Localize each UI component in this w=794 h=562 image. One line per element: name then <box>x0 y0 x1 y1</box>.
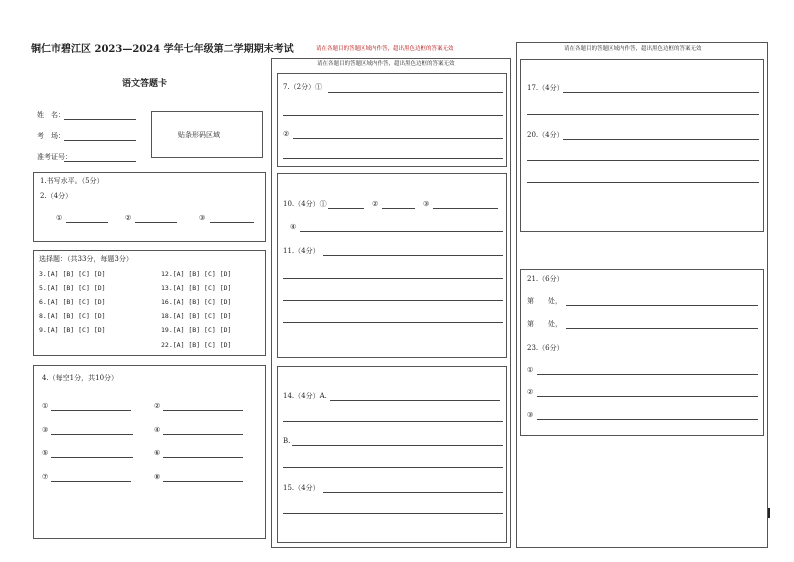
q11-field-2[interactable] <box>283 278 503 279</box>
mcq-header: 选择题：（共33分，每题3分） <box>39 255 133 263</box>
q17-field-1[interactable] <box>563 92 759 93</box>
q14-label: 14.（4分）A. <box>283 392 327 400</box>
q4-mark-5: ⑤ <box>42 449 49 457</box>
mcq-row[interactable]: 6.[A] [B] [C] [D] <box>39 298 106 306</box>
middle-column <box>271 58 511 548</box>
q4-label: 4.（每空1分，共10分） <box>42 374 119 382</box>
q21-field-1[interactable] <box>566 305 758 306</box>
q7-field-2b[interactable] <box>283 158 503 159</box>
q4-field-2[interactable] <box>163 410 243 411</box>
q4-mark-6: ⑥ <box>154 449 161 457</box>
q10-field-3[interactable] <box>433 208 498 209</box>
q10-field-2[interactable] <box>382 208 415 209</box>
q14-q15-box <box>277 366 507 543</box>
room-label: 考 场： <box>37 132 65 140</box>
q20-label: 20.（4分） <box>527 131 564 139</box>
q17-q20-box <box>520 59 764 232</box>
barcode-area <box>151 111 263 158</box>
q10-mark-4: ④ <box>290 223 297 231</box>
q10-field-4[interactable] <box>300 231 503 232</box>
q20-field-2[interactable] <box>527 160 759 161</box>
q7-label: 7.（2分）① <box>283 83 323 91</box>
q7-box <box>277 73 507 167</box>
q21-slot-2-label: 第 处， <box>527 320 562 328</box>
mcq-row[interactable]: 19.[A] [B] [C] [D] <box>161 326 232 334</box>
q4-field-5[interactable] <box>51 457 133 458</box>
q4-field-7[interactable] <box>51 481 131 482</box>
top-notice: 请在各题目的答题区域内作答，超出黑色边框的答案无效 <box>316 46 454 52</box>
q4-mark-4: ④ <box>154 426 161 434</box>
q20-field-3[interactable] <box>527 182 759 183</box>
q7-mark-2: ② <box>283 130 290 138</box>
answer-sheet-title: 语文答题卡 <box>122 79 168 89</box>
q21-field-2[interactable] <box>566 328 758 329</box>
q2-mark-3: ③ <box>199 214 206 222</box>
q14-field-b2[interactable] <box>283 467 503 468</box>
q7-field-2[interactable] <box>293 138 503 139</box>
q23-mark-2: ② <box>527 388 534 396</box>
q2-mark-1: ① <box>56 214 63 222</box>
q11-field-1[interactable] <box>323 255 503 256</box>
q15-field-1[interactable] <box>323 492 503 493</box>
q23-field-1[interactable] <box>537 374 758 375</box>
q11-field-3[interactable] <box>283 300 503 301</box>
q11-field-4[interactable] <box>283 322 503 323</box>
q21-label: 21.（6分） <box>527 275 564 283</box>
exam-title: 铜仁市碧江区 2023—2024 学年七年级第二学期期末考试 <box>31 44 294 55</box>
q23-label: 23.（6分） <box>527 344 564 352</box>
mcq-row[interactable]: 13.[A] [B] [C] [D] <box>161 284 232 292</box>
mcq-row[interactable]: 16.[A] [B] [C] [D] <box>161 298 232 306</box>
q2-field-2[interactable] <box>135 222 177 223</box>
q21-q23-box <box>520 269 764 436</box>
right-notice: 请在各题目的答题区域内作答，超出黑色边框的答案无效 <box>564 46 702 52</box>
q4-field-3[interactable] <box>51 434 133 435</box>
q4-mark-3: ③ <box>42 426 49 434</box>
section-q4 <box>33 365 266 539</box>
q7-field-1b[interactable] <box>283 115 503 116</box>
q10-q11-box <box>277 173 507 358</box>
q4-field-6[interactable] <box>163 457 243 458</box>
q2-label: 2.（4分） <box>40 192 73 200</box>
q7-field-1[interactable] <box>328 92 503 93</box>
q23-field-2[interactable] <box>537 396 758 397</box>
q10-mark-2: ② <box>372 200 379 208</box>
mcq-row[interactable]: 18.[A] [B] [C] [D] <box>161 312 232 320</box>
q14-field-b[interactable] <box>292 445 503 446</box>
q4-mark-2: ② <box>154 402 161 410</box>
mcq-section <box>33 250 266 356</box>
column-notice: 请在各题目的答题区域内作答，超出黑色边框的答案无效 <box>317 61 455 67</box>
q4-field-4[interactable] <box>163 434 243 435</box>
q4-mark-7: ⑦ <box>42 473 49 481</box>
id-label: 准考证号： <box>37 153 72 161</box>
q10-label: 10.（4分）① <box>283 200 327 208</box>
q2-field-3[interactable] <box>210 222 254 223</box>
right-column <box>516 42 768 548</box>
mcq-row[interactable]: 5.[A] [B] [C] [D] <box>39 284 106 292</box>
room-field[interactable] <box>64 140 136 141</box>
page-edge-marker <box>768 508 770 518</box>
q11-label: 11.（4分） <box>283 247 320 255</box>
id-field[interactable] <box>64 161 136 162</box>
q14-b-label: B. <box>283 437 291 445</box>
q4-field-8[interactable] <box>163 481 243 482</box>
q21-slot-1-label: 第 处， <box>527 297 562 305</box>
mcq-row[interactable]: 9.[A] [B] [C] [D] <box>39 326 106 334</box>
q15-label: 15.（4分） <box>283 484 320 492</box>
q4-mark-8: ⑧ <box>154 473 161 481</box>
q1-label: 1.书写水平。（5分） <box>40 177 104 185</box>
section-q1-q2 <box>33 172 266 242</box>
q10-field-1[interactable] <box>328 208 364 209</box>
q23-mark-1: ① <box>527 366 534 374</box>
name-field[interactable] <box>64 119 136 120</box>
q23-field-3[interactable] <box>537 419 758 420</box>
mcq-row[interactable]: 22.[A] [B] [C] [D] <box>161 341 232 349</box>
q15-field-2[interactable] <box>283 513 503 514</box>
q2-field-1[interactable] <box>66 222 108 223</box>
q20-field-1[interactable] <box>563 139 759 140</box>
barcode-label: 贴条形码区域 <box>178 131 220 139</box>
q4-field-1[interactable] <box>51 410 131 411</box>
q23-mark-3: ③ <box>527 411 534 419</box>
q10-mark-3: ③ <box>423 200 430 208</box>
q17-label: 17.（4分） <box>527 84 564 92</box>
q14-field-a2[interactable] <box>283 421 503 422</box>
q2-mark-2: ② <box>125 214 132 222</box>
mcq-row[interactable]: 3.[A] [B] [C] [D] <box>39 270 106 278</box>
mcq-row[interactable]: 8.[A] [B] [C] [D] <box>39 312 106 320</box>
name-label: 姓 名： <box>37 111 65 119</box>
q17-field-2[interactable] <box>527 114 759 115</box>
mcq-row[interactable]: 12.[A] [B] [C] [D] <box>161 270 232 278</box>
q4-mark-1: ① <box>42 402 49 410</box>
q14-field-a[interactable] <box>330 400 500 401</box>
